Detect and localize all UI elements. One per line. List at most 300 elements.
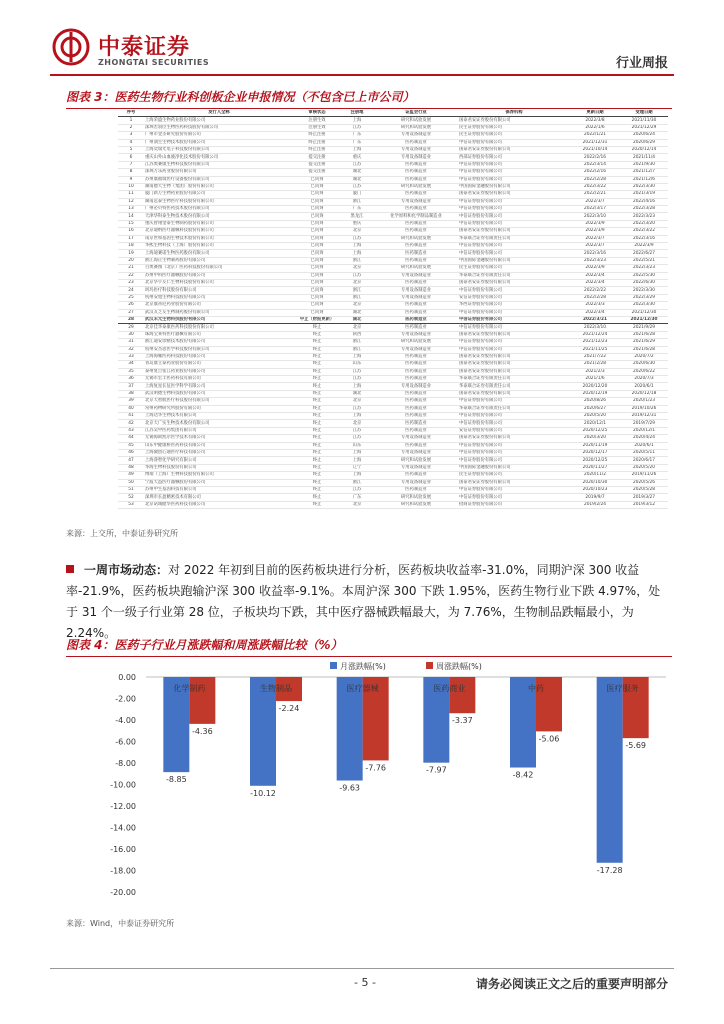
table-cell: 终止 (294, 427, 340, 434)
table-cell: 北京 (340, 265, 374, 272)
table-cell: 医药制造业 (374, 376, 458, 383)
table-cell: 2022/3/10 (570, 324, 620, 331)
legend-swatch (330, 662, 337, 669)
table-cell: 已问询 (294, 287, 340, 294)
category-label: 生物制品 (260, 684, 292, 693)
table-cell: 2022/3/7 (570, 235, 620, 242)
table-cell: 终止 (294, 390, 340, 397)
table-row (118, 183, 668, 190)
table-cell: 2022/3/30 (620, 183, 668, 190)
table-cell: 注册生效 (294, 117, 340, 124)
table-cell: 中国国际金融股份有限公司 (458, 464, 570, 471)
table-cell: 医药制造业 (374, 361, 458, 368)
table-cell: 2021/12/7 (620, 169, 668, 176)
table-row (118, 206, 668, 213)
table-cell: 江苏吴中医药集团有限公司 (144, 427, 294, 434)
table-cell: 2022/3/7 (570, 243, 620, 250)
data-label: -5.06 (538, 734, 560, 744)
table-cell: 已问询 (294, 213, 340, 220)
table-row (118, 501, 668, 508)
table-cell: 终止 (294, 457, 340, 464)
table-cell: 中信证券股份有限公司 (458, 413, 570, 420)
table-cell: 珂玛医疗科技股份有限公司 (144, 287, 294, 294)
y-tick-label: -18.00 (110, 866, 136, 876)
table-cell: 北京天广实生物技术股份有限公司 (144, 420, 294, 427)
data-label: -8.42 (512, 770, 534, 780)
table-cell: 医药制造业 (374, 316, 458, 323)
table-cell: 28 (118, 316, 144, 323)
table-cell: 专用设备制造业 (374, 198, 458, 205)
table-cell: 终止 (294, 368, 340, 375)
table-cell: 52 (118, 494, 144, 501)
table-cell: 2021/1/6 (570, 376, 620, 383)
table-cell: 浙江 (340, 346, 374, 353)
table-cell: 2022/2/16 (570, 169, 620, 176)
table-cell: 上海 (340, 250, 374, 257)
table-cell: 2021/2/28 (570, 361, 620, 368)
data-label: -17.28 (596, 865, 623, 875)
table-cell: 华海生物科技股份有限公司 (144, 464, 294, 471)
table-row (118, 154, 668, 161)
table-cell: 中信证券股份有限公司 (458, 420, 570, 427)
table-row (118, 472, 668, 479)
table-cell: 2019/9/7 (570, 494, 620, 501)
table-row (118, 287, 668, 294)
table-cell: 2020/12/25 (570, 457, 620, 464)
table-cell: 2019/7/29 (620, 420, 668, 427)
table-cell: 安信证券股份有限公司 (458, 294, 570, 301)
table-row (118, 220, 668, 227)
table-cell: 医药制造业 (374, 206, 458, 213)
table-cell: 广州市金圣研究股份有限公司 (144, 132, 294, 139)
table-cell: 2022/3/4 (570, 272, 620, 279)
table-cell: 国泰君安证券股份有限公司 (458, 331, 570, 338)
table-cell: 医药制造业 (374, 390, 458, 397)
table-cell: 17 (118, 235, 144, 242)
table-cell: 华泰联合证券有限责任公司 (458, 376, 570, 383)
table-cell: 专用设备制造业 (374, 294, 458, 301)
table-cell: 北京 (340, 279, 374, 286)
table-cell: 已问询 (294, 250, 340, 257)
table-cell: 安信证券股份有限公司 (458, 427, 570, 434)
table-cell: 中信证券股份有限公司 (458, 309, 570, 316)
table-cell: 终止 (294, 472, 340, 479)
table-cell: 广州必贝特医药技术股份有限公司 (144, 206, 294, 213)
table-cell: 湖北 (340, 390, 374, 397)
table-cell: 32 (118, 346, 144, 353)
table-cell: 2022/3/16 (570, 250, 620, 257)
table-cell: 江苏 (340, 124, 374, 131)
table-row (118, 139, 668, 146)
table-cell: 中国国际金融股份有限公司 (458, 183, 570, 190)
table-cell: 广东 (340, 139, 374, 146)
table-cell: 已问询 (294, 309, 340, 316)
subsector-returns-chart (58, 658, 678, 908)
table-cell: 37 (118, 383, 144, 390)
table-cell: 中信证券股份有限公司 (458, 449, 570, 456)
table-cell: 2022/3/17 (570, 206, 620, 213)
table-row (118, 398, 668, 405)
table-cell: 研究和试验发展 (374, 457, 458, 464)
table-cell: 48 (118, 464, 144, 471)
table-cell: 已问询 (294, 257, 340, 264)
table-cell: 47 (118, 457, 144, 464)
disclaimer-text: 请务必阅读正文之后的重要声明部分 (475, 977, 668, 991)
table-cell: 2022/3/30 (620, 287, 668, 294)
table-cell: 2021/12/24 (570, 331, 620, 338)
table-cell: 已问询 (294, 294, 340, 301)
data-label: -3.37 (451, 716, 473, 726)
table-cell: 中止（财报更新） (294, 316, 340, 323)
table-cell: 广东 (340, 494, 374, 501)
bar-week (449, 677, 475, 713)
table-cell: 2022/3/8 (570, 117, 620, 124)
table-cell: 杭州安杰思医学科技股份有限公司 (144, 346, 294, 353)
table-cell: 27 (118, 309, 144, 316)
table-row (118, 413, 668, 420)
market-dynamics-paragraph (66, 560, 672, 644)
table-cell: 2022/3/9 (570, 265, 620, 272)
table-cell: 江苏 (340, 161, 374, 168)
table-cell: 2021/9/30 (620, 161, 668, 168)
table-cell: 华西证券股份有限公司 (458, 302, 570, 309)
table-row (118, 265, 668, 272)
table-cell: 专用设备制造业 (374, 383, 458, 390)
table-cell: 国泰君安证券股份有限公司 (458, 117, 570, 124)
table-cell: 2022/4/16 (620, 198, 668, 205)
table-cell: 2019/10/26 (620, 405, 668, 412)
table-cell: 2021/12/30 (620, 309, 668, 316)
table-cell: 重庆智翔金泰生物制药股份有限公司 (144, 220, 294, 227)
table-cell: 上海复星长征医学科学有限公司 (144, 383, 294, 390)
table-cell: 专用设备制造业 (374, 146, 458, 153)
table-cell: 重庆山外山血液净化技术股份有限公司 (144, 154, 294, 161)
table-row (118, 376, 668, 383)
table-cell: 中信证券股份有限公司 (458, 250, 570, 257)
table-row (118, 198, 668, 205)
table-cell: 苏州康福瑞医疗设备股份有限公司 (144, 176, 294, 183)
table-cell: 18 (118, 243, 144, 250)
table-row (118, 124, 668, 131)
table-cell: 2022/2/28 (570, 176, 620, 183)
table-cell: 2019/3/27 (620, 494, 668, 501)
category-label: 医疗服务 (606, 684, 639, 693)
figure-4-source: 来源：Wind，中泰证券研究所 (66, 919, 175, 928)
table-cell: 华泰联合证券有限责任公司 (458, 383, 570, 390)
table-header-cell: 保荐机构 (458, 110, 570, 117)
table-cell: 7 (118, 161, 144, 168)
table-cell: 北京迪纳医疗器械科技股份有限公司 (144, 228, 294, 235)
table-cell: 2020/12/1 (570, 420, 620, 427)
table-cell: 医药制造业 (374, 302, 458, 309)
table-cell: 浙江迪安诊断技术股份有限公司 (144, 339, 294, 346)
table-cell: 医药制造业 (374, 324, 458, 331)
table-cell: 2 (118, 124, 144, 131)
table-row (118, 464, 668, 471)
table-cell: 专用设备制造业 (374, 132, 458, 139)
table-cell: 中信证券股份有限公司 (458, 206, 570, 213)
table-cell: 2020/12/18 (620, 390, 668, 397)
table-cell: 上海 (340, 383, 374, 390)
table-cell: 2020/11/27 (570, 464, 620, 471)
table-row (118, 302, 668, 309)
table-row (118, 146, 668, 153)
table-cell: 上海 (340, 146, 374, 153)
table-cell: 2019/2/24 (570, 501, 620, 508)
table-cell: 江苏 (340, 272, 374, 279)
table-row (118, 316, 668, 323)
table-cell: 北京华宇友仁生物科技股份有限公司 (144, 279, 294, 286)
table-cell: 江苏 (340, 235, 374, 242)
table-cell: 上海 (340, 353, 374, 360)
table-cell: 上海 (340, 243, 374, 250)
table-cell: 2020/6/17 (620, 457, 668, 464)
table-cell: 2020/3/20 (570, 435, 620, 442)
table-header-row (118, 110, 668, 117)
table-cell: 辽宁 (340, 464, 374, 471)
table-row (118, 161, 668, 168)
table-cell: 19 (118, 250, 144, 257)
table-cell: 2022/3/9 (570, 220, 620, 227)
table-cell: 中信证券股份有限公司 (458, 442, 570, 449)
table-cell: 北京 (340, 302, 374, 309)
table-cell: 2021/11/30 (620, 117, 668, 124)
table-cell: 15 (118, 220, 144, 227)
table-cell: 中信证券股份有限公司 (458, 457, 570, 464)
table-cell: 山东 (340, 361, 374, 368)
table-cell: 民生证券股份有限公司 (458, 124, 570, 131)
table-cell: 国泰君安证券股份有限公司 (458, 368, 570, 375)
table-cell: 已问询 (294, 302, 340, 309)
table-cell: 已问询 (294, 265, 340, 272)
table-cell: 2020/6/30 (620, 361, 668, 368)
table-cell: 提交注册 (294, 169, 340, 176)
table-cell: 2020/7/2 (620, 353, 668, 360)
table-cell: 上海海雁医药科技股份有限公司 (144, 353, 294, 360)
table-cell: 研究和试验发展 (374, 501, 458, 508)
table-cell: 2020/5/20 (570, 413, 620, 420)
table-cell: 2022/3/16 (620, 235, 668, 242)
table-cell: 2022/2/28 (570, 294, 620, 301)
table-row (118, 486, 668, 493)
table-cell: 终止 (294, 376, 340, 383)
table-cell: 1 (118, 117, 144, 124)
table-cell: 化学原料和化学制品制造业 (374, 213, 458, 220)
table-cell: 研究和试验发展 (374, 494, 458, 501)
table-cell: 湖北 (340, 176, 374, 183)
table-row (118, 346, 668, 353)
table-cell: 湖北 (340, 169, 374, 176)
table-cell: 重庆 (340, 154, 374, 161)
table-cell: 医药制造业 (374, 405, 458, 412)
table-cell: 厦门新万生物药业股份有限公司 (144, 191, 294, 198)
table-cell: 浙江 (340, 479, 374, 486)
table-row (118, 294, 668, 301)
table-header-cell: 受理日期 (620, 110, 668, 117)
table-cell: 上海奕瑞光电子科技股份有限公司 (144, 146, 294, 153)
table-cell: 中信证券股份有限公司 (458, 243, 570, 250)
table-cell: 黑龙江 (340, 213, 374, 220)
table-cell: 广东 (340, 132, 374, 139)
table-cell: 医药制造业 (374, 413, 458, 420)
ipo-application-table (118, 110, 668, 520)
table-cell: 2022/3/23 (620, 265, 668, 272)
table-cell: 国泰君安证券股份有限公司 (458, 361, 570, 368)
table-cell: 2022/3/21 (570, 316, 620, 323)
table-row (118, 368, 668, 375)
table-cell: 江苏奥赛康生物科技股份有限公司 (144, 161, 294, 168)
table-cell: 2020/12/19 (570, 390, 620, 397)
table-header-cell: 序号 (118, 110, 144, 117)
table-cell: 无锡市宏丰医药科技有限公司 (144, 376, 294, 383)
table-cell: 专用设备制造业 (374, 287, 458, 294)
table-cell: 专用设备制造业 (374, 435, 458, 442)
table-cell: 45 (118, 442, 144, 449)
table-row (118, 235, 668, 242)
table-cell: 2022/3/7 (570, 198, 620, 205)
table-cell: 医药制造业 (374, 220, 458, 227)
table-cell: 2020/5/26 (620, 479, 668, 486)
document-type: 行业周报 (615, 56, 668, 71)
table-row (118, 361, 668, 368)
table-cell: 湖北 (340, 309, 374, 316)
table-cell: 39 (118, 398, 144, 405)
table-cell: 终止 (294, 413, 340, 420)
table-cell: 49 (118, 472, 144, 479)
table-cell: 北京 (340, 324, 374, 331)
y-tick-label: -10.00 (110, 780, 136, 790)
header-divider (50, 74, 674, 76)
table-cell: 43 (118, 427, 144, 434)
table-cell: 江苏 (340, 486, 374, 493)
table-row (118, 420, 668, 427)
data-label: -4.36 (191, 726, 213, 736)
table-cell: 博瑞（上海）生物科技股份有限公司 (144, 472, 294, 479)
table-cell: 上海睿智化学研究有限公司 (144, 457, 294, 464)
table-cell: 北京 (340, 398, 374, 405)
table-cell: 北京康蒂尼药业股份有限公司 (144, 302, 294, 309)
table-cell: 专用设备制造业 (374, 331, 458, 338)
table-row (118, 213, 668, 220)
data-label: -2.24 (278, 704, 300, 714)
table-cell: 46 (118, 449, 144, 456)
table-cell: 2020/6/27 (570, 405, 620, 412)
table-cell: 浙江海正生物制药股份有限公司 (144, 257, 294, 264)
legend-label: 月涨跌幅(%) (340, 662, 386, 671)
table-cell: 2022/5/30 (620, 272, 668, 279)
table-row (118, 243, 668, 250)
table-cell: 终止 (294, 324, 340, 331)
table-row (118, 479, 668, 486)
table-cell: 已问询 (294, 235, 340, 242)
table-cell: 44 (118, 435, 144, 442)
y-tick-label: -6.00 (115, 737, 136, 747)
table-cell: 医药制造业 (374, 243, 458, 250)
table-cell: 上海 (340, 117, 374, 124)
data-label: -5.69 (625, 741, 647, 751)
table-cell: 医药制造业 (374, 279, 458, 286)
table-cell: 14 (118, 213, 144, 220)
table-cell: 终止 (294, 398, 340, 405)
table-cell: 26 (118, 302, 144, 309)
table-cell: 浙江 (340, 339, 374, 346)
table-cell: 2022/3/23 (570, 257, 620, 264)
table-cell: 提交注册 (294, 154, 340, 161)
table-cell: 中信证券股份有限公司 (458, 169, 570, 176)
table-cell: 已问询 (294, 191, 340, 198)
table-cell: 2021/11/25 (570, 346, 620, 353)
table-cell: 2022/3/9 (620, 243, 668, 250)
table-cell: 研究和试验发展 (374, 117, 458, 124)
table-cell: 终止 (294, 501, 340, 508)
category-label: 化学制药 (173, 684, 206, 693)
table-cell: 华泰联合证券有限责任公司 (458, 235, 570, 242)
table-cell: 泰州复旦张江药业股份有限公司 (144, 368, 294, 375)
table-cell: 2020/12/17 (570, 449, 620, 456)
table-cell: 国泰君安证券股份有限公司 (458, 279, 570, 286)
table-cell: 江苏 (340, 405, 374, 412)
table-cell: 上海微创心通医疗科技有限公司 (144, 449, 294, 456)
table-cell: 南京世和基因生物技术股份有限公司 (144, 235, 294, 242)
table-cell: 医药制造业 (374, 398, 458, 405)
table-cell: 终止 (294, 442, 340, 449)
table-cell: 2022/6/30 (620, 279, 668, 286)
table-cell: 中信证券股份有限公司 (458, 494, 570, 501)
table-cell: 2022/3/23 (620, 213, 668, 220)
table-cell: 22 (118, 272, 144, 279)
table-cell: 研究和试验发展 (374, 183, 458, 190)
y-tick-label: -16.00 (110, 845, 136, 854)
table-cell: 已问询 (294, 198, 340, 205)
table-cell: 专用设备制造业 (374, 449, 458, 456)
table-cell: 2022/3/20 (620, 220, 668, 227)
table-cell: 江苏 (340, 183, 374, 190)
table-cell: 专用设备制造业 (374, 272, 458, 279)
table-cell: 2020/4/24 (620, 435, 668, 442)
table-cell: 终止 (294, 339, 340, 346)
table-cell: 天津华科泰生物技术股份有限公司 (144, 213, 294, 220)
table-cell: 中信证券股份有限公司 (458, 398, 570, 405)
table-cell: 广州润生生物技术股份有限公司 (144, 139, 294, 146)
table-cell: 33 (118, 353, 144, 360)
table-cell: 38 (118, 390, 144, 397)
table-cell: 国泰君安证券股份有限公司 (458, 390, 570, 397)
table-cell: 2021/11/4 (620, 154, 668, 161)
table-cell: 招商证券股份有限公司 (458, 501, 570, 508)
table-cell: 2021/7/22 (570, 353, 620, 360)
table-cell: 苏州中科医疗器械股份有限公司 (144, 272, 294, 279)
table-row (118, 449, 668, 456)
table-cell: 研究和试验发展 (374, 235, 458, 242)
legend-label: 周涨跌幅(%) (436, 662, 482, 671)
table-cell: 青岛康立泰药业股份有限公司 (144, 361, 294, 368)
table-cell: 2022/2/22 (570, 287, 620, 294)
table-row (118, 279, 668, 286)
table-cell: 厦门 (340, 191, 374, 198)
table-cell: 研究和试验发展 (374, 339, 458, 346)
table-cell: 2022/5/21 (620, 257, 668, 264)
table-cell: 中信证券股份有限公司 (458, 161, 570, 168)
table-cell: 湖南德天生物（集团）股份有限公司 (144, 183, 294, 190)
category-label: 医疗器械 (346, 684, 379, 693)
table-cell: 3 (118, 132, 144, 139)
table-row (118, 228, 668, 235)
table-cell: 终止 (294, 405, 340, 412)
table-cell: 深圳万乐药业股份有限公司 (144, 169, 294, 176)
table-cell: 2020/5/28 (620, 486, 668, 493)
table-cell: 10 (118, 183, 144, 190)
table-cell: 20 (118, 257, 144, 264)
